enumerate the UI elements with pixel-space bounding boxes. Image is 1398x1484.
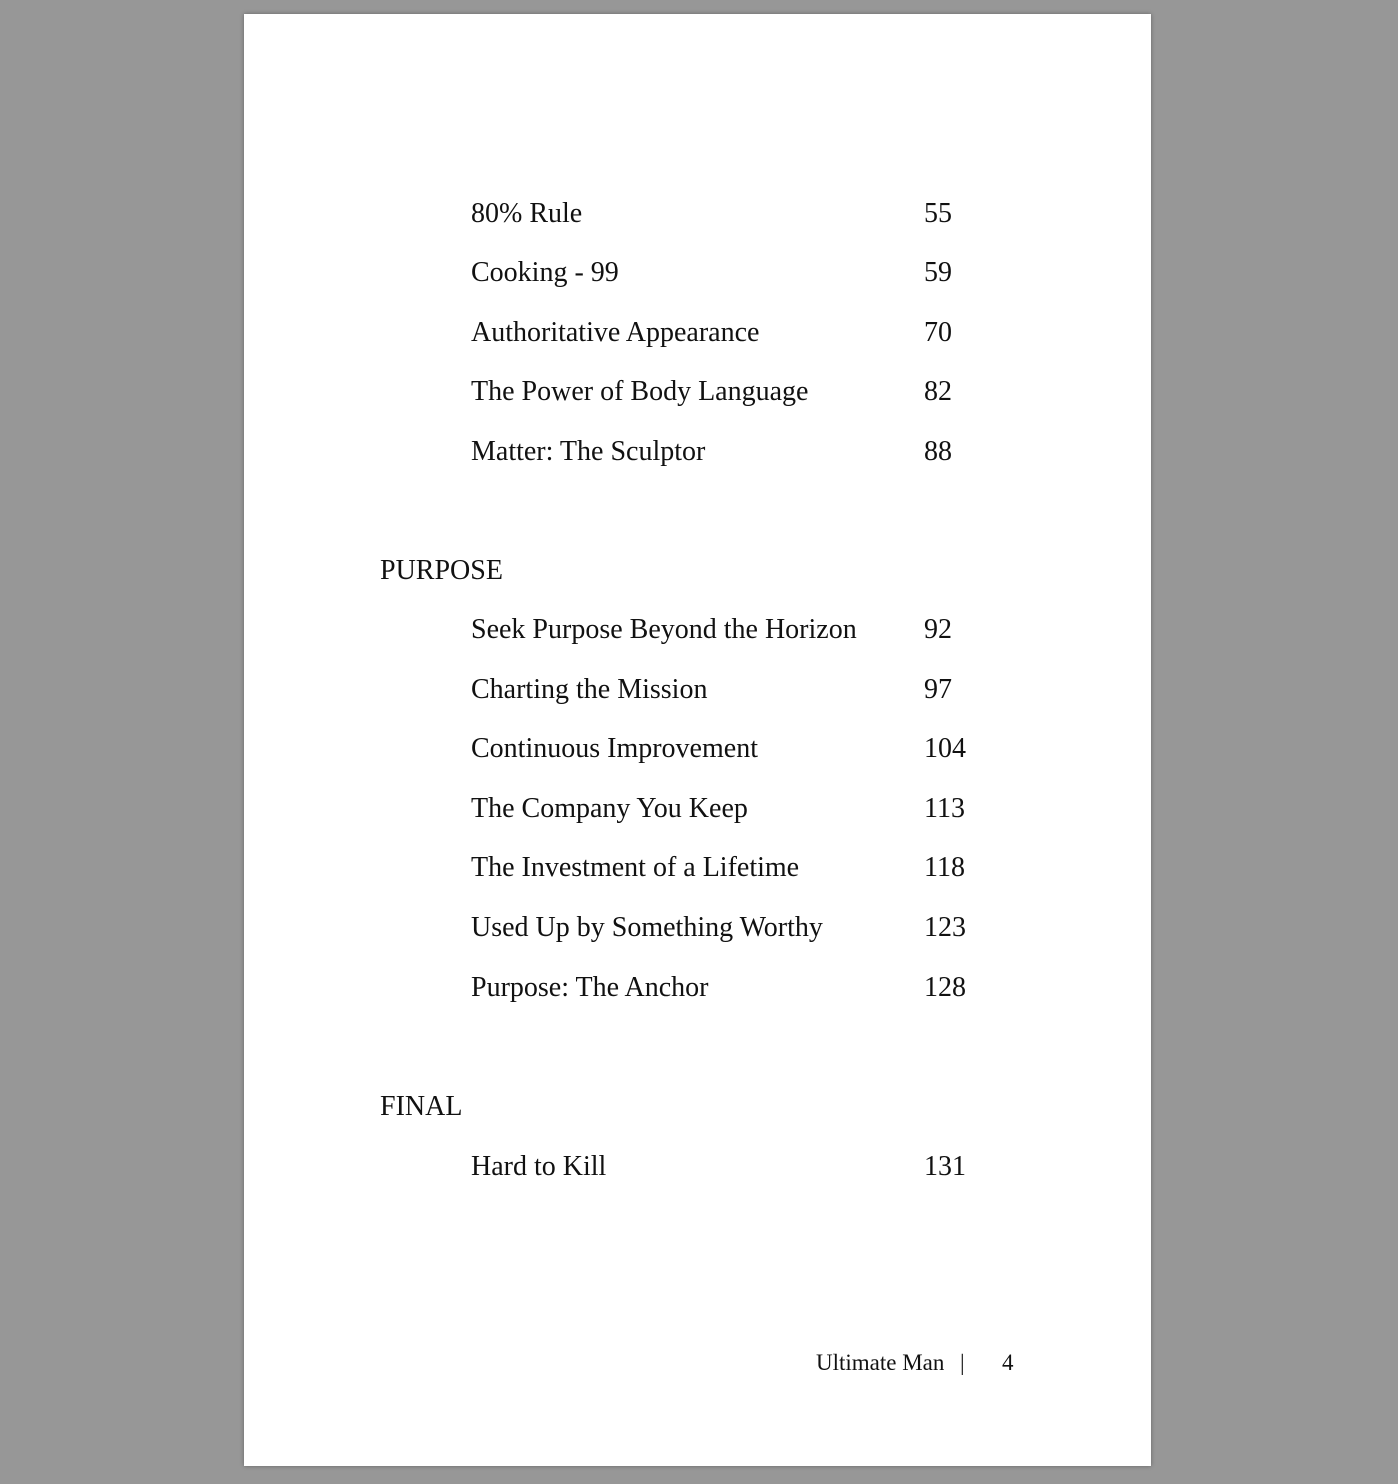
toc-entry-title: 80% Rule bbox=[471, 198, 583, 229]
section-heading-final: FINAL bbox=[380, 1091, 463, 1122]
toc-entry-title: Matter: The Sculptor bbox=[471, 436, 706, 467]
toc-entry-title: Hard to Kill bbox=[471, 1151, 607, 1182]
toc-entry-title: Authoritative Appearance bbox=[471, 317, 760, 348]
toc-entry bbox=[244, 908, 1151, 948]
section-heading-purpose: PURPOSE bbox=[380, 555, 503, 586]
toc-entry bbox=[244, 670, 1151, 710]
toc-entry-title: Continuous Improvement bbox=[471, 733, 758, 764]
footer-separator: | bbox=[960, 1350, 965, 1375]
toc-entry-page: 88 bbox=[924, 436, 952, 467]
toc-entry bbox=[244, 968, 1151, 1008]
toc-entry bbox=[244, 848, 1151, 888]
toc-entry bbox=[244, 253, 1151, 293]
toc-entry-title: Cooking - 99 bbox=[471, 257, 619, 288]
toc-entry-title: The Company You Keep bbox=[471, 793, 748, 824]
toc-entry bbox=[244, 372, 1151, 412]
toc-entry bbox=[244, 1147, 1151, 1187]
toc-entry bbox=[244, 313, 1151, 353]
toc-entry-page: 55 bbox=[924, 198, 952, 229]
toc-entry-title: Used Up by Something Worthy bbox=[471, 912, 823, 943]
toc-entry-title: Charting the Mission bbox=[471, 674, 708, 705]
footer-page-number: 4 bbox=[1002, 1350, 1014, 1375]
toc-entry-page: 131 bbox=[924, 1151, 966, 1182]
toc-entry-page: 82 bbox=[924, 376, 952, 407]
toc-entry-title: The Power of Body Language bbox=[471, 376, 809, 407]
toc-entry-title: Seek Purpose Beyond the Horizon bbox=[471, 614, 857, 645]
toc-entry-page: 92 bbox=[924, 614, 952, 645]
toc-entry bbox=[244, 194, 1151, 234]
toc-entry bbox=[244, 610, 1151, 650]
toc-entry-page: 104 bbox=[924, 733, 966, 764]
footer-book-title: Ultimate Man bbox=[816, 1350, 945, 1375]
toc-entry-page: 70 bbox=[924, 317, 952, 348]
toc-entry-title: The Investment of a Lifetime bbox=[471, 852, 800, 883]
document-page bbox=[244, 14, 1151, 1466]
toc-entry bbox=[244, 789, 1151, 829]
toc-entry-page: 128 bbox=[924, 972, 966, 1003]
toc-entry-page: 59 bbox=[924, 257, 952, 288]
toc-entry bbox=[244, 432, 1151, 472]
toc-entry-page: 97 bbox=[924, 674, 952, 705]
toc-entry bbox=[244, 729, 1151, 769]
toc-entry-page: 113 bbox=[924, 793, 965, 824]
toc-entry-title: Purpose: The Anchor bbox=[471, 972, 709, 1003]
page-footer bbox=[816, 1348, 1014, 1378]
toc-entry-page: 123 bbox=[924, 912, 966, 943]
toc-entry-page: 118 bbox=[924, 852, 965, 883]
